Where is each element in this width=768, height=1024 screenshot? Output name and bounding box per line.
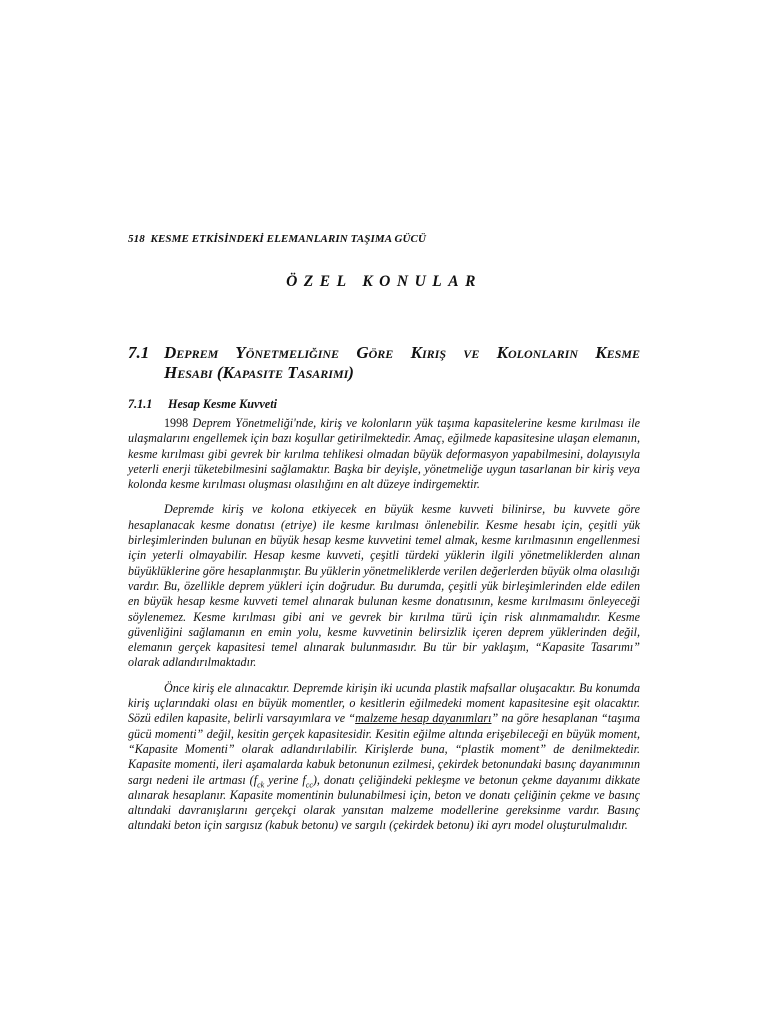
paragraph-3-part-3: yerine f bbox=[264, 772, 306, 787]
running-head bbox=[128, 233, 426, 245]
subsection-number: 7.1.1 bbox=[128, 397, 153, 411]
section-title-line-2: Hesabı (Kapasite Tasarımı) bbox=[164, 363, 354, 382]
paragraph-3 bbox=[128, 681, 640, 834]
paragraph-3-part-2: ” na göre hesaplanan “taşıma gücü momenti” değil, kesitin gerçek kapasitesidir. Kesitin eğilme altında erişebileceği en büyük moment, “Kapasite Momenti” olarak adlandırılabilir. Kirişlerde buna, “plastik moment” de denilmektedir. Kapasite momenti, ileri aşamalarda kabuk betonunun ezilmesi, çekirdek betonundaki basınç dayanımının sargı nedeni ile artması (f bbox=[128, 711, 641, 787]
subscript-ck: ck bbox=[257, 779, 265, 789]
paragraph-1 bbox=[128, 416, 640, 492]
page-number: 518 bbox=[128, 233, 145, 245]
special-topics-heading: ÖZEL KONULAR bbox=[286, 273, 482, 290]
paragraph-2: Depremde kiriş ve kolona etkiyecek en büyük kesme kuvveti bilinirse, bu kuvvete göre hesaplanacak kesme donatısı (etriye) ile kesme kırılması önlenebilir. Kesme hesabı için, çeşitli yük birleşimlerinden bulunan en büyük hesap kesme kuvvetini temel almak, kesme kırılmasının engellenmesi için yeterli olmayabilir. Hesap kesme kuvveti, çeşitli türdeki yüklerin ilgili yönetmeliklerden alınan büyüklüklerine göre hesaplanmıştır. Bu yüklerin yönetmeliklerde verilen değerlerden büyük olma olasılığı vardır. Bu, özellikle deprem yükleri için doğrudur. Bu durumda, çeşitli yük birleşimlerinden elde edilen en büyük hesap kesme kuvveti temel alınarak bulunan kesme donatısının, kesme kırılmasını önleyeceği söylenemez. Kesme kırılması gibi ani ve gevrek bir kırılma türü için risk alınmamalıdır. Kesme güvenliğini sağlamanın en emin yolu, kesme kuvvetinin belirsizlik içeren deprem yüklerinden değil, elemanın gerçek kapasitesi temel alınarak bulunmasıdır. Bu tür bir yaklaşım, “Kapasite Tasarımı” olarak adlandırılmaktadır. bbox=[128, 502, 640, 670]
subsection-title: Hesap Kesme Kuvveti bbox=[168, 397, 277, 411]
body-text bbox=[128, 416, 640, 844]
paragraph-3-underlined-term: malzeme hesap dayanımları bbox=[355, 711, 492, 726]
section-heading-line-1 bbox=[128, 343, 640, 363]
paragraph-1-text: Deprem Yönetmeliği'nde, kiriş ve kolonların yük taşıma kapasitelerine kesme kırılması ile ulaşmalarını engellemek için bazı koşullar getirilmektedir. Amaç, eğilmede kapasitesine ulaşan elemanın, kesme kırılması gibi gevrek bir kırılma tehlikesi olmadan büyük deformasyon yapabilmesini, dolayısıyla yeterli enerji tüketebilmesini sağlamaktır. Başka bir deyişle, yönetmeliğe uygun tasarlanan bir kiriş veya kolonda kesme kırılması oluşması olasılığını en alt düzeye indirgemektir. bbox=[128, 416, 640, 492]
running-head-title: KESME ETKİSİNDEKİ ELEMANLARIN TAŞIMA GÜCÜ bbox=[150, 233, 427, 245]
subscript-cc: cc bbox=[305, 779, 313, 789]
section-number: 7.1 bbox=[128, 343, 150, 362]
section-heading bbox=[128, 343, 640, 383]
section-title-line-1: Deprem Yönetmeliğine Göre Kiriş ve Kolonların Kesme bbox=[164, 343, 640, 362]
subsection-heading bbox=[128, 397, 277, 412]
paragraph-3-part-4: ), donatı çeliğindeki pekleşme ve betonun çekme dayanımı dikkate alınarak hesaplanır. Kapasite momentinin bulunabilmesi için, beton ve donatı çeliğinin çekme ve basınç altındaki davranışlarını gerçekçi olarak yansıtan malzeme modellerine gereksinme vardır. Basınç altındaki beton için sargısız (kabuk betonu) ve sargılı (çekirdek betonu) iki ayrı model oluşturulmalıdır. bbox=[128, 772, 640, 833]
paragraph-3-part-1: Önce kiriş ele alınacaktır. Depremde kirişin iki ucunda plastik mafsallar oluşacaktır. Bu konumda kiriş uçlarındaki olası en büyük momentler, o kesitlerin eğilmedeki moment kapasitesine eşit olacaktır. Sözü edilen kapasite, belirli varsayımlara ve “ bbox=[128, 680, 640, 726]
paragraph-1-year: 1998 bbox=[164, 416, 189, 430]
